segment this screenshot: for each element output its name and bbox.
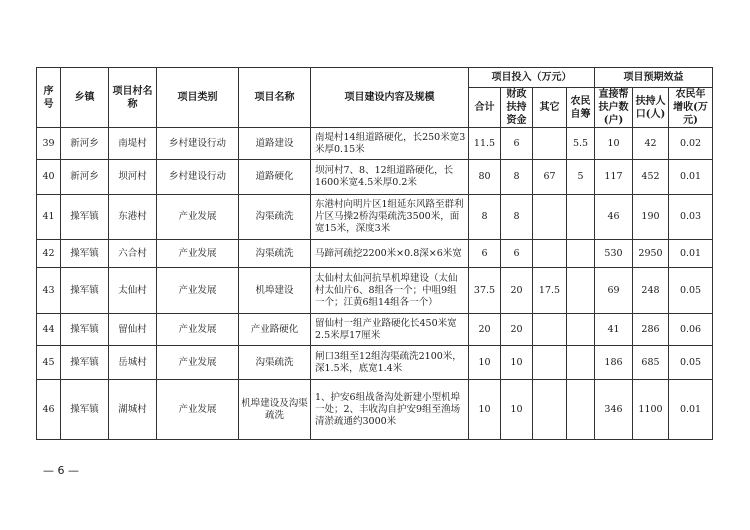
header-households: 直接帮扶户数(户)	[595, 88, 633, 128]
cell-town: 新河乡	[61, 160, 109, 195]
cell-farmer	[567, 195, 595, 240]
header-category: 项目类别	[157, 68, 239, 128]
cell-village: 太仙村	[109, 268, 157, 314]
cell-fiscal: 20	[501, 314, 533, 346]
cell-total: 8	[469, 195, 501, 240]
cell-name: 机埠建设及沟渠疏洗	[239, 380, 311, 440]
cell-content: 坝河村7、8、12组道路硬化，长1600米宽4.5米厚0.2米	[311, 160, 469, 195]
cell-population: 2950	[633, 240, 669, 268]
cell-town: 操军镇	[61, 314, 109, 346]
cell-households: 117	[595, 160, 633, 195]
cell-total: 11.5	[469, 128, 501, 160]
cell-households: 10	[595, 128, 633, 160]
cell-category: 产业发展	[157, 346, 239, 380]
cell-households: 346	[595, 380, 633, 440]
cell-households: 46	[595, 195, 633, 240]
cell-total: 20	[469, 314, 501, 346]
cell-income: 0.01	[669, 160, 713, 195]
cell-other	[533, 346, 567, 380]
cell-fiscal: 10	[501, 380, 533, 440]
header-name: 项目名称	[239, 68, 311, 128]
cell-town: 操军镇	[61, 240, 109, 268]
cell-households: 530	[595, 240, 633, 268]
header-farmer: 农民自筹	[567, 88, 595, 128]
header-investment-group: 项目投入（万元）	[469, 68, 595, 88]
cell-population: 248	[633, 268, 669, 314]
cell-town: 操军镇	[61, 380, 109, 440]
cell-no: 39	[37, 128, 61, 160]
cell-content: 马蹄河疏挖2200米×0.8深×6米宽	[311, 240, 469, 268]
table-row	[37, 240, 713, 268]
cell-town: 操军镇	[61, 346, 109, 380]
header-total: 合计	[469, 88, 501, 128]
cell-category: 产业发展	[157, 268, 239, 314]
cell-income: 0.03	[669, 195, 713, 240]
header-income: 农民年增收(万元)	[669, 88, 713, 128]
cell-farmer	[567, 346, 595, 380]
cell-name: 机埠建设	[239, 268, 311, 314]
cell-category: 乡村建设行动	[157, 160, 239, 195]
cell-category: 产业发展	[157, 195, 239, 240]
table-row	[37, 268, 713, 314]
cell-village: 坝河村	[109, 160, 157, 195]
cell-other	[533, 314, 567, 346]
cell-village: 湖城村	[109, 380, 157, 440]
cell-farmer: 5.5	[567, 128, 595, 160]
cell-farmer	[567, 380, 595, 440]
cell-population: 42	[633, 128, 669, 160]
header-population: 扶持人口(人)	[633, 88, 669, 128]
cell-category: 产业发展	[157, 380, 239, 440]
cell-income: 0.01	[669, 240, 713, 268]
cell-no: 42	[37, 240, 61, 268]
cell-population: 286	[633, 314, 669, 346]
cell-fiscal: 20	[501, 268, 533, 314]
cell-income: 0.05	[669, 346, 713, 380]
cell-farmer	[567, 268, 595, 314]
cell-content: 太仙村太仙河抗旱机埠建设（太仙村太仙片6、8组各一个；中咀9组一个；江黄6组14组各一个）	[311, 268, 469, 314]
cell-no: 40	[37, 160, 61, 195]
cell-other: 17.5	[533, 268, 567, 314]
page-number: — 6 —	[43, 464, 79, 477]
cell-fiscal: 10	[501, 346, 533, 380]
cell-income: 0.05	[669, 268, 713, 314]
header-no: 序号	[37, 68, 61, 128]
cell-households: 69	[595, 268, 633, 314]
cell-income: 0.01	[669, 380, 713, 440]
cell-fiscal: 8	[501, 160, 533, 195]
cell-population: 452	[633, 160, 669, 195]
cell-town: 操军镇	[61, 268, 109, 314]
cell-content: 1、护安6组战备沟处新建小型机埠一处；2、丰收沟自护安9组至渔场清淤疏通约3000米	[311, 380, 469, 440]
cell-no: 46	[37, 380, 61, 440]
cell-name: 产业路硬化	[239, 314, 311, 346]
cell-content: 闸口3组至12组沟渠疏洗2100米，深1.5米，底宽1.4米	[311, 346, 469, 380]
table-row	[37, 314, 713, 346]
header-town: 乡镇	[61, 68, 109, 128]
table-row	[37, 346, 713, 380]
cell-category: 乡村建设行动	[157, 128, 239, 160]
cell-village: 东港村	[109, 195, 157, 240]
cell-content: 东港村向明片区1组延东风路至群利片区马操2桥沟渠疏洗3500米，面宽15米，深度3米	[311, 195, 469, 240]
cell-category: 产业发展	[157, 240, 239, 268]
cell-population: 190	[633, 195, 669, 240]
cell-households: 186	[595, 346, 633, 380]
cell-households: 41	[595, 314, 633, 346]
cell-other: 67	[533, 160, 567, 195]
cell-no: 43	[37, 268, 61, 314]
cell-category: 产业发展	[157, 314, 239, 346]
header-village: 项目村名称	[109, 68, 157, 128]
cell-village: 留仙村	[109, 314, 157, 346]
cell-other	[533, 380, 567, 440]
cell-fiscal: 6	[501, 128, 533, 160]
cell-content: 留仙村一组产业路硬化长450米宽2.5米厚17厘米	[311, 314, 469, 346]
cell-other	[533, 128, 567, 160]
cell-total: 10	[469, 380, 501, 440]
table-row	[37, 380, 713, 440]
cell-no: 44	[37, 314, 61, 346]
cell-village: 六合村	[109, 240, 157, 268]
table-row	[37, 195, 713, 240]
cell-town: 新河乡	[61, 128, 109, 160]
header-content: 项目建设内容及规模	[311, 68, 469, 128]
cell-village: 岳城村	[109, 346, 157, 380]
header-benefit-group: 项目预期效益	[595, 68, 713, 88]
cell-income: 0.06	[669, 314, 713, 346]
cell-fiscal: 6	[501, 240, 533, 268]
cell-name: 道路建设	[239, 128, 311, 160]
cell-other	[533, 195, 567, 240]
cell-farmer	[567, 314, 595, 346]
cell-farmer	[567, 240, 595, 268]
table-row	[37, 160, 713, 195]
cell-total: 10	[469, 346, 501, 380]
cell-name: 沟渠疏洗	[239, 195, 311, 240]
header-fiscal: 财政扶持资金	[501, 88, 533, 128]
cell-other	[533, 240, 567, 268]
cell-total: 6	[469, 240, 501, 268]
cell-village: 南堤村	[109, 128, 157, 160]
table-row	[37, 128, 713, 160]
header-other: 其它	[533, 88, 567, 128]
cell-total: 80	[469, 160, 501, 195]
cell-population: 1100	[633, 380, 669, 440]
cell-income: 0.02	[669, 128, 713, 160]
cell-total: 37.5	[469, 268, 501, 314]
cell-name: 沟渠疏洗	[239, 346, 311, 380]
cell-town: 操军镇	[61, 195, 109, 240]
project-table	[36, 67, 713, 440]
cell-content: 南堤村14组道路硬化，长250米宽3米厚0.15米	[311, 128, 469, 160]
cell-population: 685	[633, 346, 669, 380]
cell-no: 41	[37, 195, 61, 240]
cell-no: 45	[37, 346, 61, 380]
cell-name: 沟渠疏洗	[239, 240, 311, 268]
cell-farmer: 5	[567, 160, 595, 195]
cell-name: 道路硬化	[239, 160, 311, 195]
cell-fiscal: 8	[501, 195, 533, 240]
